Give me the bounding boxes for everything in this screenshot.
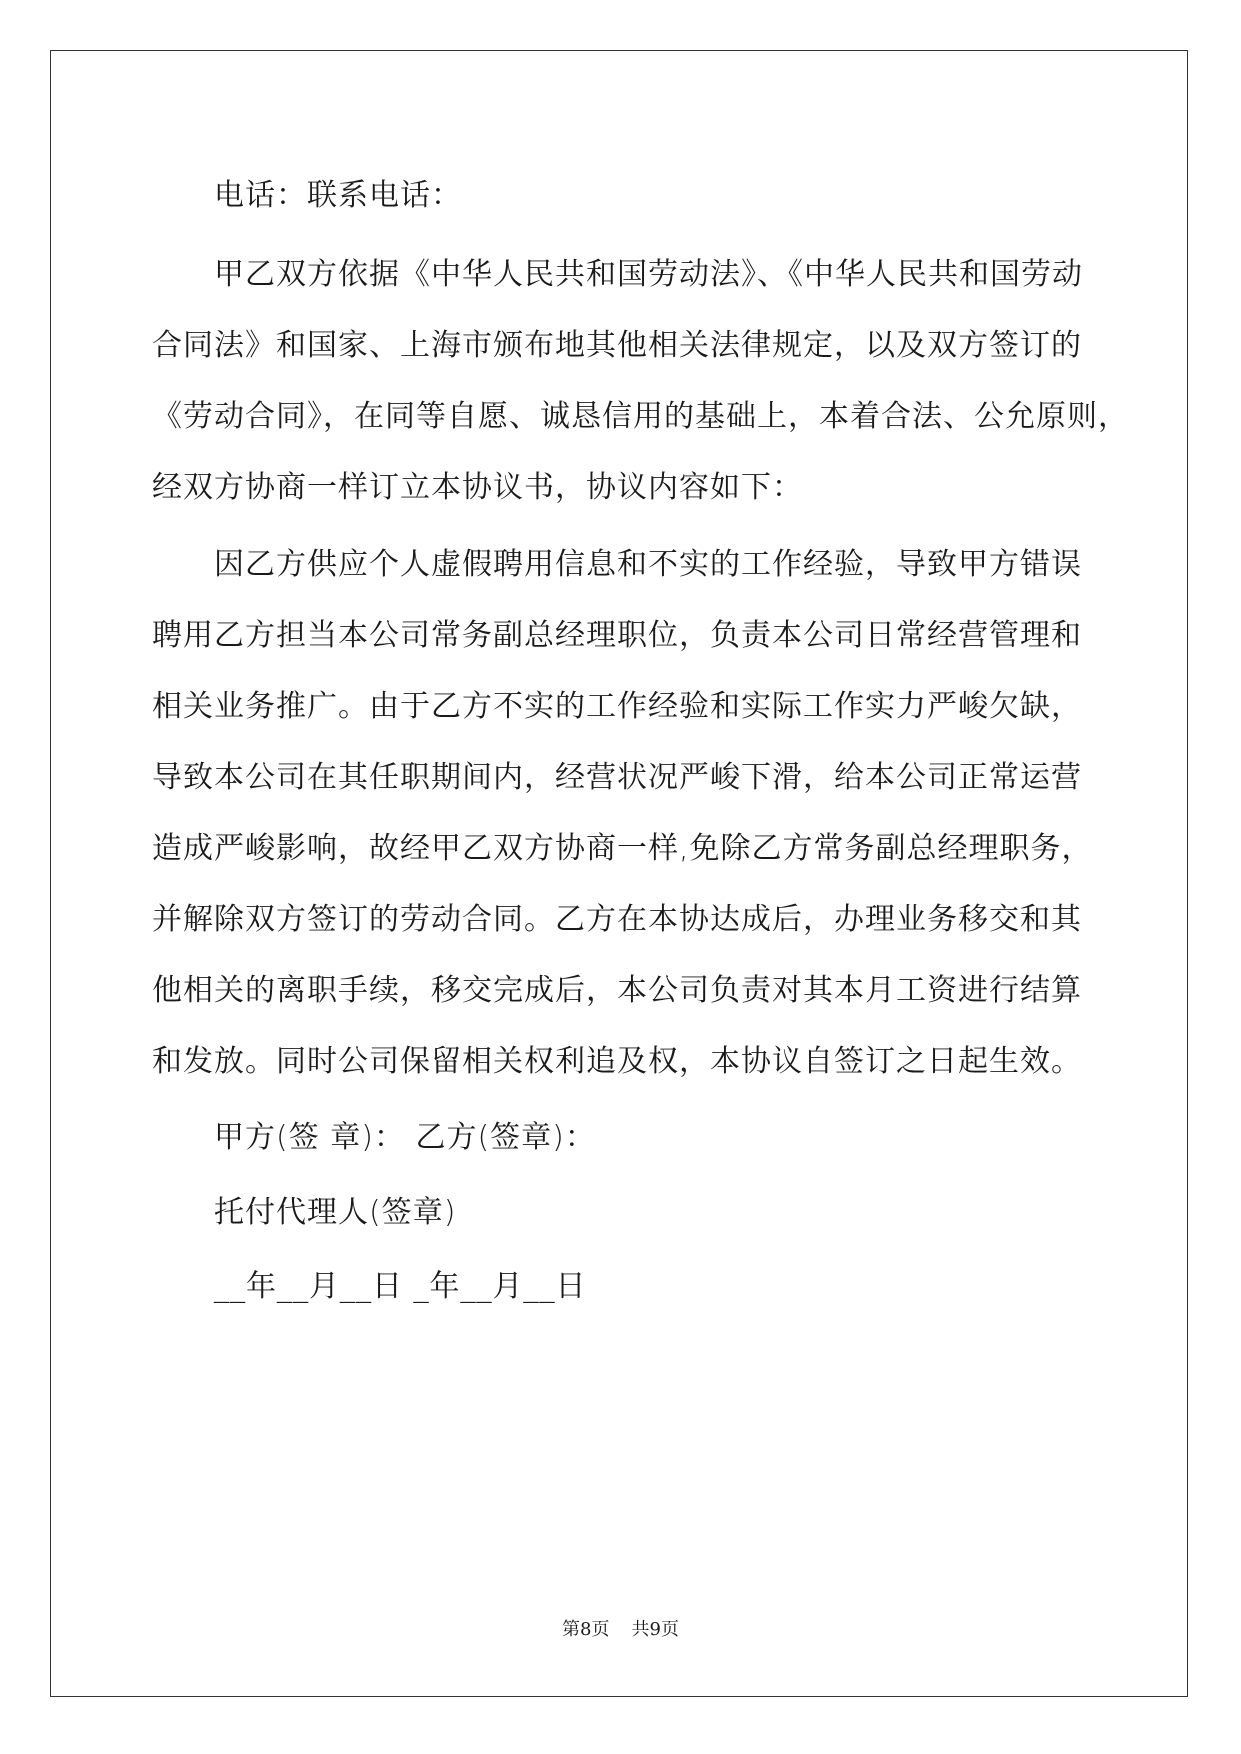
paragraph-2-line-1: 因乙方供应个人虚假聘用信息和不实的工作经验，导致甲方错误: [214, 547, 1082, 582]
page-frame: [50, 50, 1188, 1697]
paragraph-1-line-4: 经双方协商一样订立本协议书，协议内容如下：: [152, 470, 803, 505]
agent-signature-line: 托付代理人(签章): [214, 1195, 457, 1230]
paragraph-2-line-2: 聘用乙方担当本公司常务副总经理职位，负责本公司日常经营管理和: [152, 618, 1082, 653]
date-line: __年__月__日 _年__月__日: [214, 1269, 587, 1304]
paragraph-2-line-3: 相关业务推广。由于乙方不实的工作经验和实际工作实力严峻欠缺，: [152, 689, 1082, 724]
paragraph-2-line-4: 导致本公司在其任职期间内，经营状况严峻下滑，给本公司正常运营: [152, 760, 1082, 795]
page-total: 共9页: [631, 1619, 679, 1640]
paragraph-2-line-8: 和发放。同时公司保留相关权利追及权，本协议自签订之日起生效。: [152, 1044, 1082, 1079]
phone-line: 电话：联系电话：: [214, 178, 462, 213]
paragraph-2-line-5: 造成严峻影响，故经甲乙双方协商一样,免除乙方常务副总经理职务，: [152, 831, 1093, 866]
page-number: 第8页: [562, 1619, 610, 1640]
paragraph-1-line-1: 甲乙双方依据《中华人民共和国劳动法》、《中华人民共和国劳动: [214, 257, 1083, 292]
paragraph-1-line-3: 《劳动合同》，在同等自愿、诚恳信用的基础上，本着合法、公允原则，: [152, 399, 1129, 434]
page-footer: [0, 1615, 1241, 1641]
paragraph-1-line-2: 合同法》和国家、上海市颁布地其他相关法律规定，以及双方签订的: [152, 328, 1082, 363]
paragraph-2-line-6: 并解除双方签订的劳动合同。乙方在本协达成后，办理业务移交和其: [152, 902, 1082, 937]
signature-line: 甲方(签 章)： 乙方(签章)：: [214, 1120, 596, 1155]
paragraph-2-line-7: 他相关的离职手续，移交完成后，本公司负责对其本月工资进行结算: [152, 973, 1082, 1008]
